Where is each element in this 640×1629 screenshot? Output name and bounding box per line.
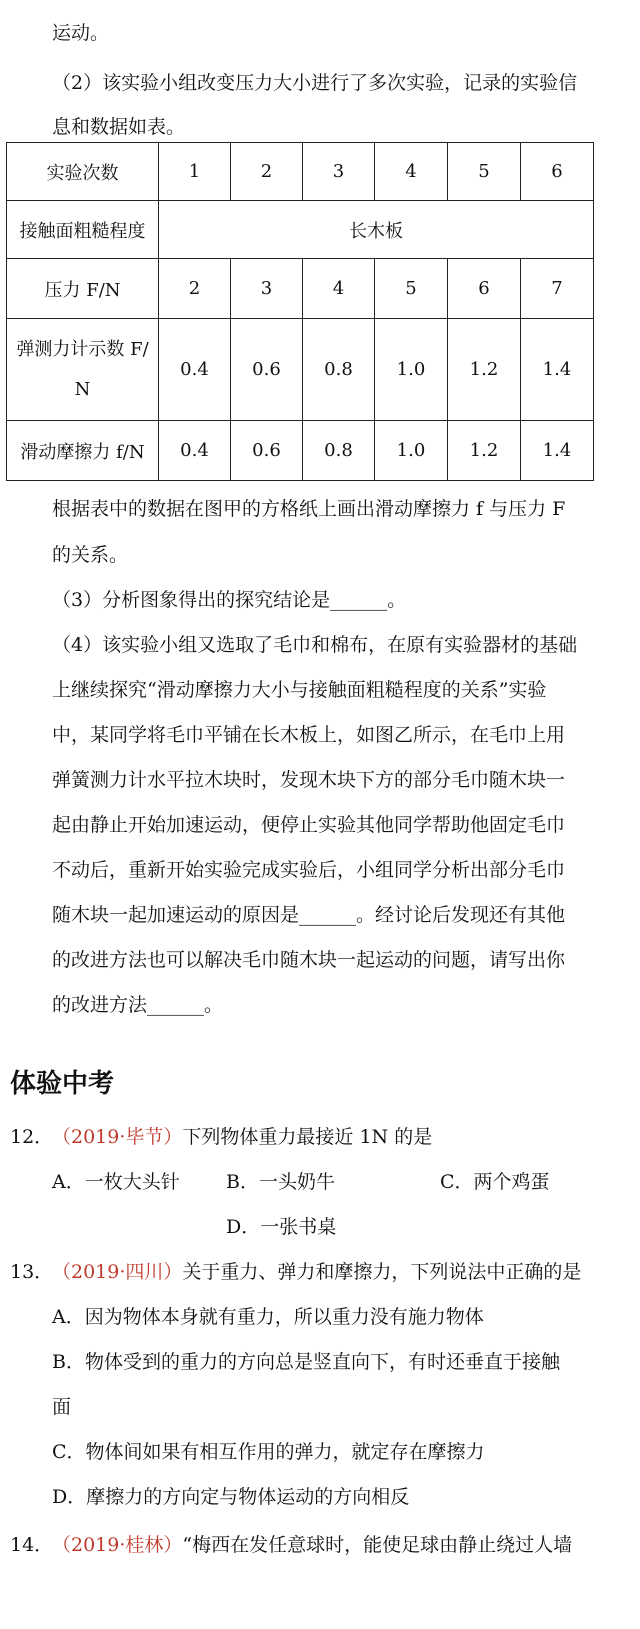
- table-cell-surface: 长木板: [159, 201, 594, 259]
- table-cell: 1.4: [521, 421, 594, 481]
- text-line: 中，某同学将毛巾平铺在长木板上，如图乙所示，在毛巾上用: [52, 724, 566, 746]
- table-row: [7, 319, 594, 421]
- question-stem: [52, 1257, 581, 1284]
- text-line: 上继续探究“滑动摩擦力大小与接触面粗糙程度的关系”实验: [52, 679, 547, 701]
- row-label: 滑动摩擦力 f/N: [7, 421, 159, 481]
- data-table: [6, 142, 594, 481]
- text-line: 起由静止开始加速运动，便停止实验其他同学帮助他固定毛巾: [52, 814, 566, 836]
- row-label-line: 弹测力计示数 F/: [16, 338, 149, 360]
- question-text: 下列物体重力最接近 1N 的是: [182, 1126, 433, 1148]
- table-cell: 6: [521, 143, 594, 201]
- table-cell: 1.4: [521, 319, 594, 421]
- question-number: 14．: [10, 1534, 54, 1556]
- table-cell: 0.4: [159, 319, 231, 421]
- table-cell: 0.6: [231, 421, 303, 481]
- option-d: D．摩擦力的方向定与物体运动的方向相反: [52, 1486, 410, 1508]
- row-label-line: N: [74, 378, 91, 400]
- text-line: 运动。: [52, 22, 110, 44]
- row-label: 实验次数: [7, 143, 159, 201]
- table-cell: 1.2: [448, 319, 521, 421]
- table-cell: 5: [448, 143, 521, 201]
- text-line: 息和数据如表。: [52, 116, 186, 138]
- text-line: （3）分析图象得出的探究结论是______。: [52, 589, 407, 611]
- table-cell: 2: [159, 259, 231, 319]
- row-label-text: 压力 F/N: [44, 279, 121, 301]
- text-line: （2）该实验小组改变压力大小进行了多次实验，记录的实验信: [52, 72, 578, 94]
- section-title: 体验中考: [10, 1069, 115, 1099]
- option-b-cont: 面: [52, 1396, 72, 1418]
- option-a: A．因为物体本身就有重力，所以重力没有施力物体: [52, 1306, 484, 1328]
- row-label: 接触面粗糙程度: [7, 201, 159, 259]
- option-a: A．一枚大头针: [52, 1171, 180, 1193]
- table-cell: 0.8: [303, 319, 375, 421]
- question-number: 13．: [10, 1261, 54, 1283]
- question-stem: [52, 1122, 432, 1149]
- text-line: 的改进方法也可以解决毛巾随木块一起运动的问题，请写出你: [52, 949, 566, 971]
- table-cell: 1.2: [448, 421, 521, 481]
- question-number: 12．: [10, 1126, 54, 1148]
- table-cell: 3: [303, 143, 375, 201]
- question-text: “梅西在发任意球时，能使足球由静止绕过人墙: [182, 1534, 573, 1556]
- table-cell: 3: [231, 259, 303, 319]
- question-source: （2019·毕节）: [52, 1126, 183, 1148]
- question-stem: [52, 1530, 572, 1557]
- option-b: B．物体受到的重力的方向总是竖直向下，有时还垂直于接触: [52, 1351, 560, 1373]
- row-label: [7, 319, 159, 421]
- table-row: [7, 143, 594, 201]
- text-line: 的关系。: [52, 544, 129, 566]
- text-line: （4）该实验小组又选取了毛巾和棉布，在原有实验器材的基础: [52, 634, 578, 656]
- option-c: C．物体间如果有相互作用的弹力，就定存在摩擦力: [52, 1441, 485, 1463]
- table-cell: 5: [375, 259, 448, 319]
- table-cell: 1.0: [375, 319, 448, 421]
- question-source: （2019·四川）: [52, 1261, 183, 1283]
- table-cell: 7: [521, 259, 594, 319]
- table-cell: 1: [159, 143, 231, 201]
- table-cell: 1.0: [375, 421, 448, 481]
- question-text: 关于重力、弹力和摩擦力，下列说法中正确的是: [182, 1261, 582, 1283]
- text-line: 不动后，重新开始实验完成实验后，小组同学分析出部分毛巾: [52, 859, 566, 881]
- table-cell: 4: [303, 259, 375, 319]
- row-label: [7, 259, 159, 319]
- table-cell: 0.8: [303, 421, 375, 481]
- table-row: [7, 259, 594, 319]
- option-d: D．一张书桌: [226, 1216, 337, 1238]
- option-c: C．两个鸡蛋: [440, 1171, 550, 1193]
- table-cell: 6: [448, 259, 521, 319]
- question-source: （2019·桂林）: [52, 1534, 183, 1556]
- table-cell: 0.4: [159, 421, 231, 481]
- table-row: [7, 201, 594, 259]
- text-line: 弹簧测力计水平拉木块时，发现木块下方的部分毛巾随木块一: [52, 769, 566, 791]
- option-b: B．一头奶牛: [226, 1171, 335, 1193]
- table-row: [7, 421, 594, 481]
- table-cell: 2: [231, 143, 303, 201]
- text-line: 随木块一起加速运动的原因是______。经讨论后发现还有其他: [52, 904, 566, 926]
- table-cell: 4: [375, 143, 448, 201]
- table-cell: 0.6: [231, 319, 303, 421]
- text-line: 的改进方法______。: [52, 994, 224, 1016]
- text-line: 根据表中的数据在图甲的方格纸上画出滑动摩擦力 f 与压力 F: [52, 498, 566, 520]
